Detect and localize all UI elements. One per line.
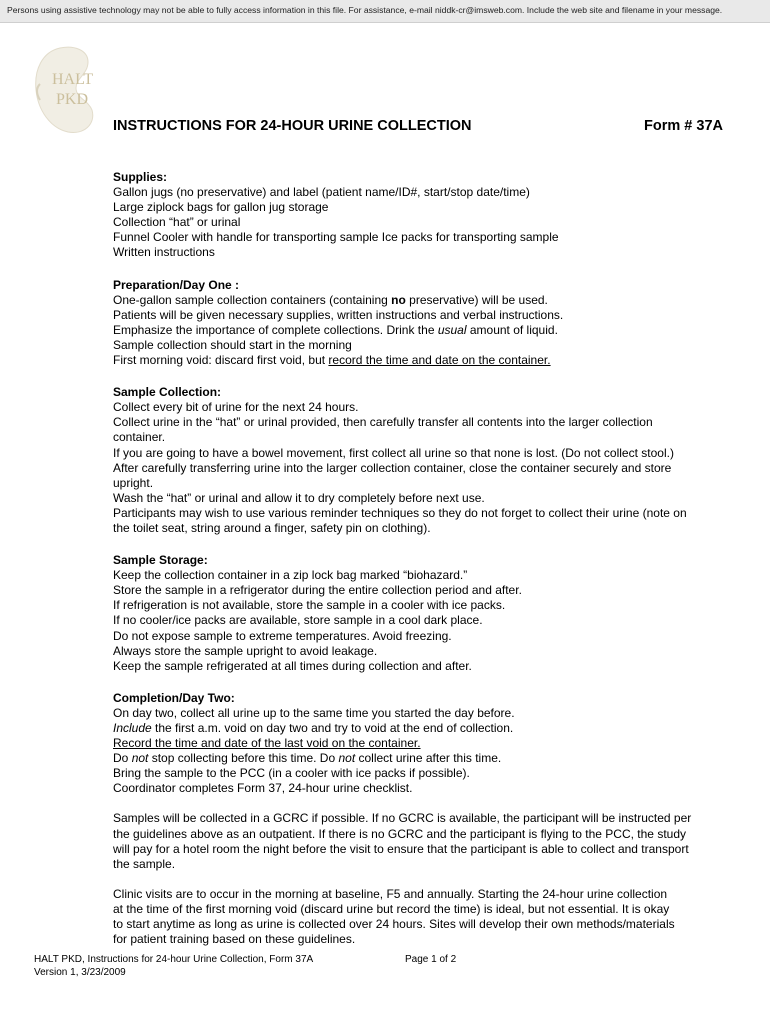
document-body	[113, 118, 723, 947]
list-item: If you are going to have a bowel movement, first collect all urine so that none is lost. (Do not collect stool.)	[113, 445, 674, 460]
list-item: Keep the sample refrigerated at all times during collection and after.	[113, 658, 472, 673]
svg-text:PKD: PKD	[56, 91, 89, 108]
accessibility-notice: Persons using assistive technology may not be able to fully access information in this file. For assistance, e-mail niddk-cr@imsweb.com. Include the web site and filename in your message.	[7, 5, 723, 15]
section-heading: Sample Collection:	[113, 385, 222, 400]
list-item: Gallon jugs (no preservative) and label (patient name/ID#, start/stop date/time)	[113, 185, 530, 200]
form-number: Form # 37A	[644, 118, 723, 134]
title-row	[113, 118, 723, 136]
halt-pkd-logo	[30, 44, 110, 136]
list-item: If refrigeration is not available, store the sample in a cooler with ice packs.	[113, 598, 506, 613]
list-item: Do not stop collecting before this time. Do not collect urine after this time.	[113, 751, 502, 766]
list-item: Written instructions	[113, 245, 215, 260]
page-title: INSTRUCTIONS FOR 24-HOUR URINE COLLECTION	[113, 118, 472, 134]
clinic-visits-paragraph: Clinic visits are to occur in the morning at baseline, F5 and annually. Starting the 24-hour urine collection at the time of the first morning void (discard urine but record the time) is ideal, but not essential. It is okay to start anytime as long as urine is collected over 24 hours. Sites will develop their own methods/materials for patient training based on these guidelines.	[113, 886, 675, 947]
section-heading: Supplies:	[113, 170, 168, 184]
list-item: Record the time and date of the last void on the container.	[113, 736, 421, 751]
list-item: Collect every bit of urine for the next 24 hours.	[113, 400, 359, 415]
list-item: Wash the “hat” or urinal and allow it to dry completely before next use.	[113, 490, 485, 505]
accessibility-banner	[0, 0, 770, 23]
list-item: Do not expose sample to extreme temperatures. Avoid freezing.	[113, 628, 452, 643]
section-heading: Completion/Day Two:	[113, 690, 235, 705]
list-item: Always store the sample upright to avoid leakage.	[113, 643, 378, 658]
supplies-section	[113, 170, 723, 261]
list-item: Include the first a.m. void on day two and try to void at the end of collection.	[113, 721, 514, 735]
completion-section	[113, 691, 723, 797]
list-item: Funnel Cooler with handle for transporting sample Ice packs for transporting sample	[113, 230, 559, 245]
list-item: One-gallon sample collection containers (containing no preservative) will be used.	[113, 292, 548, 307]
collection-section	[113, 385, 723, 536]
list-item: Store the sample in a refrigerator during the entire collection period and after.	[113, 583, 522, 598]
list-item: Collect urine in the “hat” or urinal provided, then carefully transfer all contents into the larger collection	[113, 415, 653, 430]
list-item: Keep the collection container in a zip lock bag marked “biohazard.”	[113, 568, 468, 583]
list-item: upright.	[113, 475, 154, 490]
list-item: Large ziplock bags for gallon jug storage	[113, 200, 329, 215]
list-item: Sample collection should start in the morning	[113, 337, 352, 352]
list-item: If no cooler/ice packs are available, store sample in a cool dark place.	[113, 613, 483, 628]
list-item: After carefully transferring urine into the larger collection container, close the container securely and store	[113, 460, 672, 475]
list-item: Participants may wish to use various reminder techniques so they do not forget to collect their urine (note on	[113, 505, 687, 520]
list-item: the toilet seat, string around a finger, safety pin on clothing).	[113, 520, 431, 535]
list-item: Emphasize the importance of complete collections. Drink the usual amount of liquid.	[113, 322, 558, 337]
preparation-section	[113, 278, 723, 369]
list-item: Bring the sample to the PCC (in a cooler with ice packs if possible).	[113, 766, 470, 781]
list-item: container.	[113, 430, 166, 445]
list-item: On day two, collect all urine up to the same time you started the day before.	[113, 705, 515, 720]
list-item: First morning void: discard first void, but record the time and date on the container.	[113, 353, 551, 368]
list-item: Collection “hat” or urinal	[113, 215, 241, 230]
page-number: Page 1 of 2	[405, 954, 457, 965]
section-heading: Sample Storage:	[113, 553, 208, 568]
svg-text:HALT: HALT	[52, 71, 94, 88]
gcrc-paragraph: Samples will be collected in a GCRC if possible. If no GCRC is available, the participant will be instructed per the guidelines above as an outpatient. If there is no GCRC and the participant is flying to the PCC, the study will pay for a hotel room the night before the visit to ensure that the participant is able to collect and transport the sample.	[113, 811, 692, 871]
footer-version: Version 1, 3/23/2009	[34, 967, 126, 978]
footer-title: HALT PKD, Instructions for 24-hour Urine Collection, Form 37A	[34, 954, 314, 965]
storage-section	[113, 553, 723, 674]
list-item: Patients will be given necessary supplies, written instructions and verbal instructions.	[113, 307, 564, 322]
list-item: Coordinator completes Form 37, 24-hour urine checklist.	[113, 781, 413, 796]
section-heading: Preparation/Day One :	[113, 277, 240, 292]
footer-document-info	[34, 953, 313, 979]
